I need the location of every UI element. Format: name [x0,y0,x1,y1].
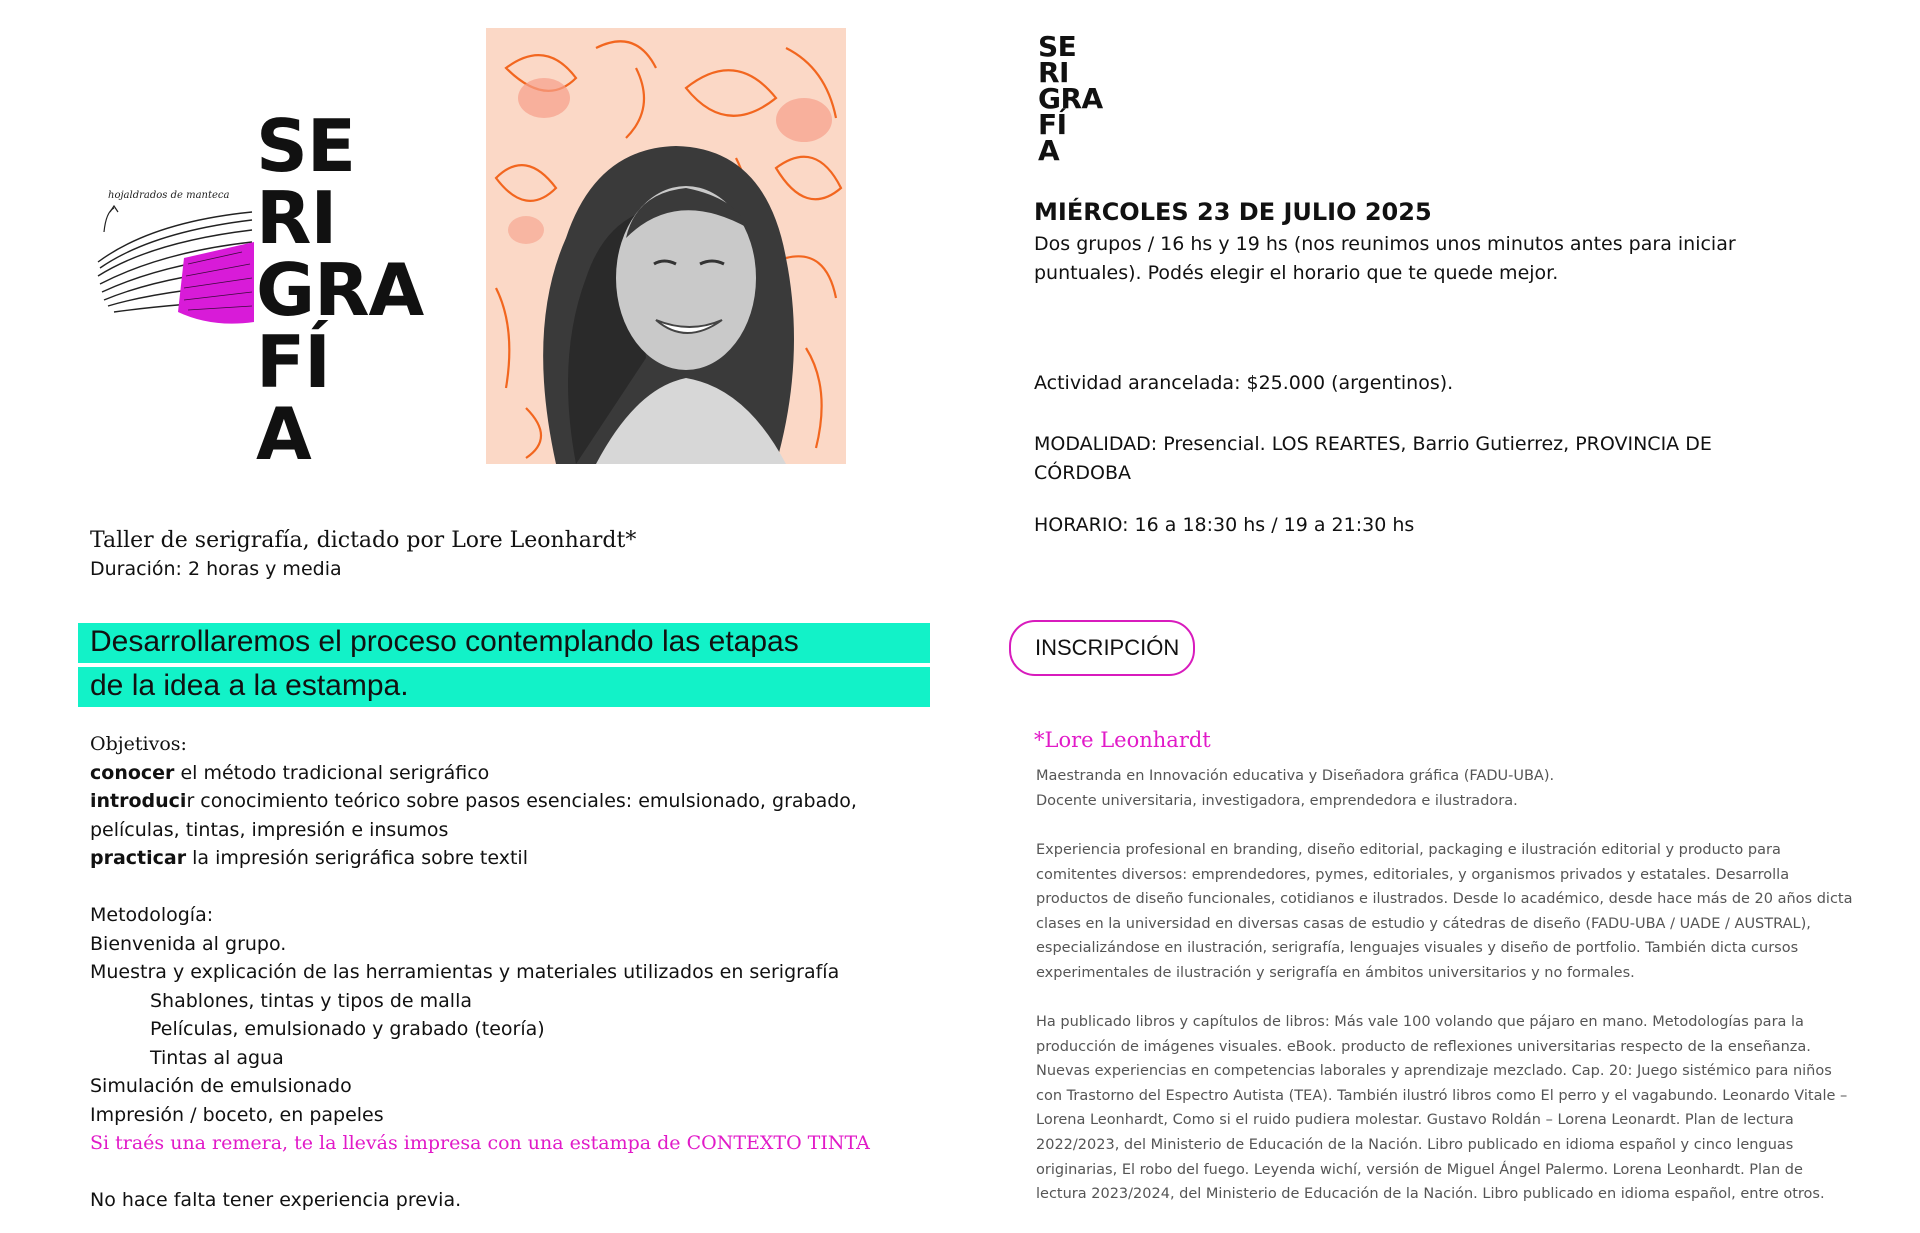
logo-line-gra: GRA [256,248,424,332]
bio-paragraph-2 [1036,838,1853,986]
bio-p3-line: Nuevas experiencias en competencias laborales y aprendizaje mezclado. Cap. 20: Juego sistémico para niños [1036,1063,1832,1080]
bio-p3-line: Ha publicado libros y capítulos de libros: Más vale 100 volando que pájaro en mano. Metodologías para la [1036,1014,1804,1030]
modality-line-2: CÓRDOBA [1034,462,1132,484]
objective-1-text: el método tradicional serigráfico [174,761,490,784]
event-groups [1034,230,1794,288]
methodology-item-3: Simulación de emulsionado [90,1075,352,1097]
serigrafia-logo-small [1038,30,1103,167]
objective-3-text: la impresión serigráfica sobre textil [186,847,528,869]
small-logo-line-gra: GRA [1038,82,1103,115]
objective-2-continued: películas, tintas, impresión e insumos [90,818,449,841]
highlight-text-1: Desarrollaremos el proceso contemplando las etapas [90,625,799,658]
event-date: MIÉRCOLES 23 DE JULIO 2025 [1034,198,1432,226]
groups-line-1: Dos grupos / 16 hs y 19 hs (nos reunimos unos minutos antes para iniciar [1034,233,1736,255]
bio-p3-line: lectura 2023/2024, del Ministerio de Educación de la Nación. Libro publicado en idioma español, entre otros. [1036,1186,1825,1203]
groups-line-2: puntuales). Podés elegir el horario que te quede mejor. [1034,262,1559,284]
methodology-item-1: Bienvenida al grupo. [90,932,287,955]
bio-paragraph-1 [1036,764,1836,813]
objective-2-verb: introduci [90,790,187,812]
bio-p3-line: producción de imágenes visuales. eBook. producto de reflexiones universitarias respecto de la enseñanza. [1036,1038,1811,1055]
methodology-subitem-2: Películas, emulsionado y grabado (teoría) [150,1018,545,1040]
serigrafia-logo [256,104,486,476]
small-logo-line-fi: FÍ [1038,108,1067,141]
workshop-title: Taller de serigrafía, dictado por Lore Leonhardt* [90,528,637,553]
no-experience-note: No hace falta tener experiencia previa. [90,1189,462,1211]
objective-3-verb: practicar [90,847,187,869]
bio-p3-line: 2022/2023, del Ministerio de Educación de la Nación. Libro publicado en idioma español y cinco lenguas [1036,1136,1794,1153]
bio-paragraph-3 [1036,1010,1848,1207]
methodology-item-4: Impresión / boceto, en papeles [90,1103,384,1126]
methodology-item-2: Muestra y explicación de las herramientas y materiales utilizados en serigrafía [90,961,840,983]
modality-line-1: MODALIDAD: Presencial. LOS REARTES, Barrio Gutierrez, PROVINCIA DE [1034,433,1712,455]
objective-2-text: r conocimiento teórico sobre pasos esenciales: emulsionado, grabado, [186,790,857,812]
objectives-heading: Objetivos: [90,733,187,755]
workshop-duration: Duración: 2 horas y media [90,558,342,580]
event-hours: HORARIO: 16 a 18:30 hs / 19 a 21:30 hs [1034,514,1415,536]
highlight-text-2: de la idea a la estampa. [90,669,409,702]
bio-p2-line: experimentales de ilustración y serigrafía en ámbitos universitarios y no formales. [1036,964,1635,981]
methodology-subitem-3: Tintas al agua [150,1046,284,1069]
inscription-button[interactable]: INSCRIPCIÓN [1009,620,1195,676]
workshop-details [90,730,950,1215]
bio-p1-line: Maestranda en Innovación educativa y Diseñadora gráfica (FADU-UBA). [1036,768,1555,784]
bio-p3-line: originarias, El robo del fuego. Leyenda wichí, versión de Miguel Ángel Palermo. Lorena Leonhardt. Plan de [1036,1161,1803,1178]
bio-p2-line: comitentes diversos: emprendedores, pymes, editoriales, y organismos privados y estatales. Desarrolla [1036,866,1790,883]
tshirt-promo: Si traés una remera, te la llevás impresa con una estampa de CONTEXTO TINTA [90,1132,870,1154]
bio-p3-line: con Trastorno del Espectro Autista (TEA). También ilustró libros como El perro y el vagabundo. Leonardo Vitale – [1036,1087,1848,1104]
bio-p3-line: Lorena Leonhardt, Como si el ruido pudiera molestar. Gustavo Roldán – Lorena Leonardt. Plan de lectura [1036,1112,1794,1129]
objective-2 [90,787,950,816]
bio-p1-line: Docente universitaria, investigadora, emprendedora e ilustradora. [1036,792,1518,809]
instructor-portrait [486,28,846,464]
bio-p2-line: Experiencia profesional en branding, diseño editorial, packaging e ilustración editorial y producto para [1036,842,1781,858]
logo-line-fi: FÍ [256,320,330,404]
small-logo-line-a: A [1038,134,1060,167]
objective-3 [90,844,950,873]
objective-1 [90,759,950,788]
logo-line-a: A [256,392,311,476]
methodology-heading: Metodología: [90,904,214,926]
small-logo-line-se: SE [1038,30,1077,63]
sketch-illustration [92,172,262,342]
logo-line-se: SE [256,104,356,188]
objective-1-verb: conocer [90,761,175,784]
logo-line-ri: RI [256,176,337,260]
event-fee: Actividad arancelada: $25.000 (argentinos). [1034,372,1454,394]
bio-p2-line: productos de diseño funcionales, cotidianos e ilustrados. Desde lo académico, desde hace más de 20 años dicta [1036,891,1853,908]
sketch-caption: hojaldrados de manteca [108,190,230,201]
event-modality [1034,430,1712,488]
bio-p2-line: clases en la universidad en diversas casas de estudio y cátedras de diseño (FADU-UBA / UADE / AUSTRAL), [1036,915,1811,932]
small-logo-line-ri: RI [1038,56,1069,89]
bio-name: *Lore Leonhardt [1034,728,1211,752]
methodology-subitem-1: Shablones, tintas y tipos de malla [150,989,472,1012]
bio-p2-line: especializándose en ilustración, serigrafía, lenguajes visuales y diseño de portfolio. También dicta cursos [1036,940,1799,957]
floral-portrait-image [486,28,846,464]
